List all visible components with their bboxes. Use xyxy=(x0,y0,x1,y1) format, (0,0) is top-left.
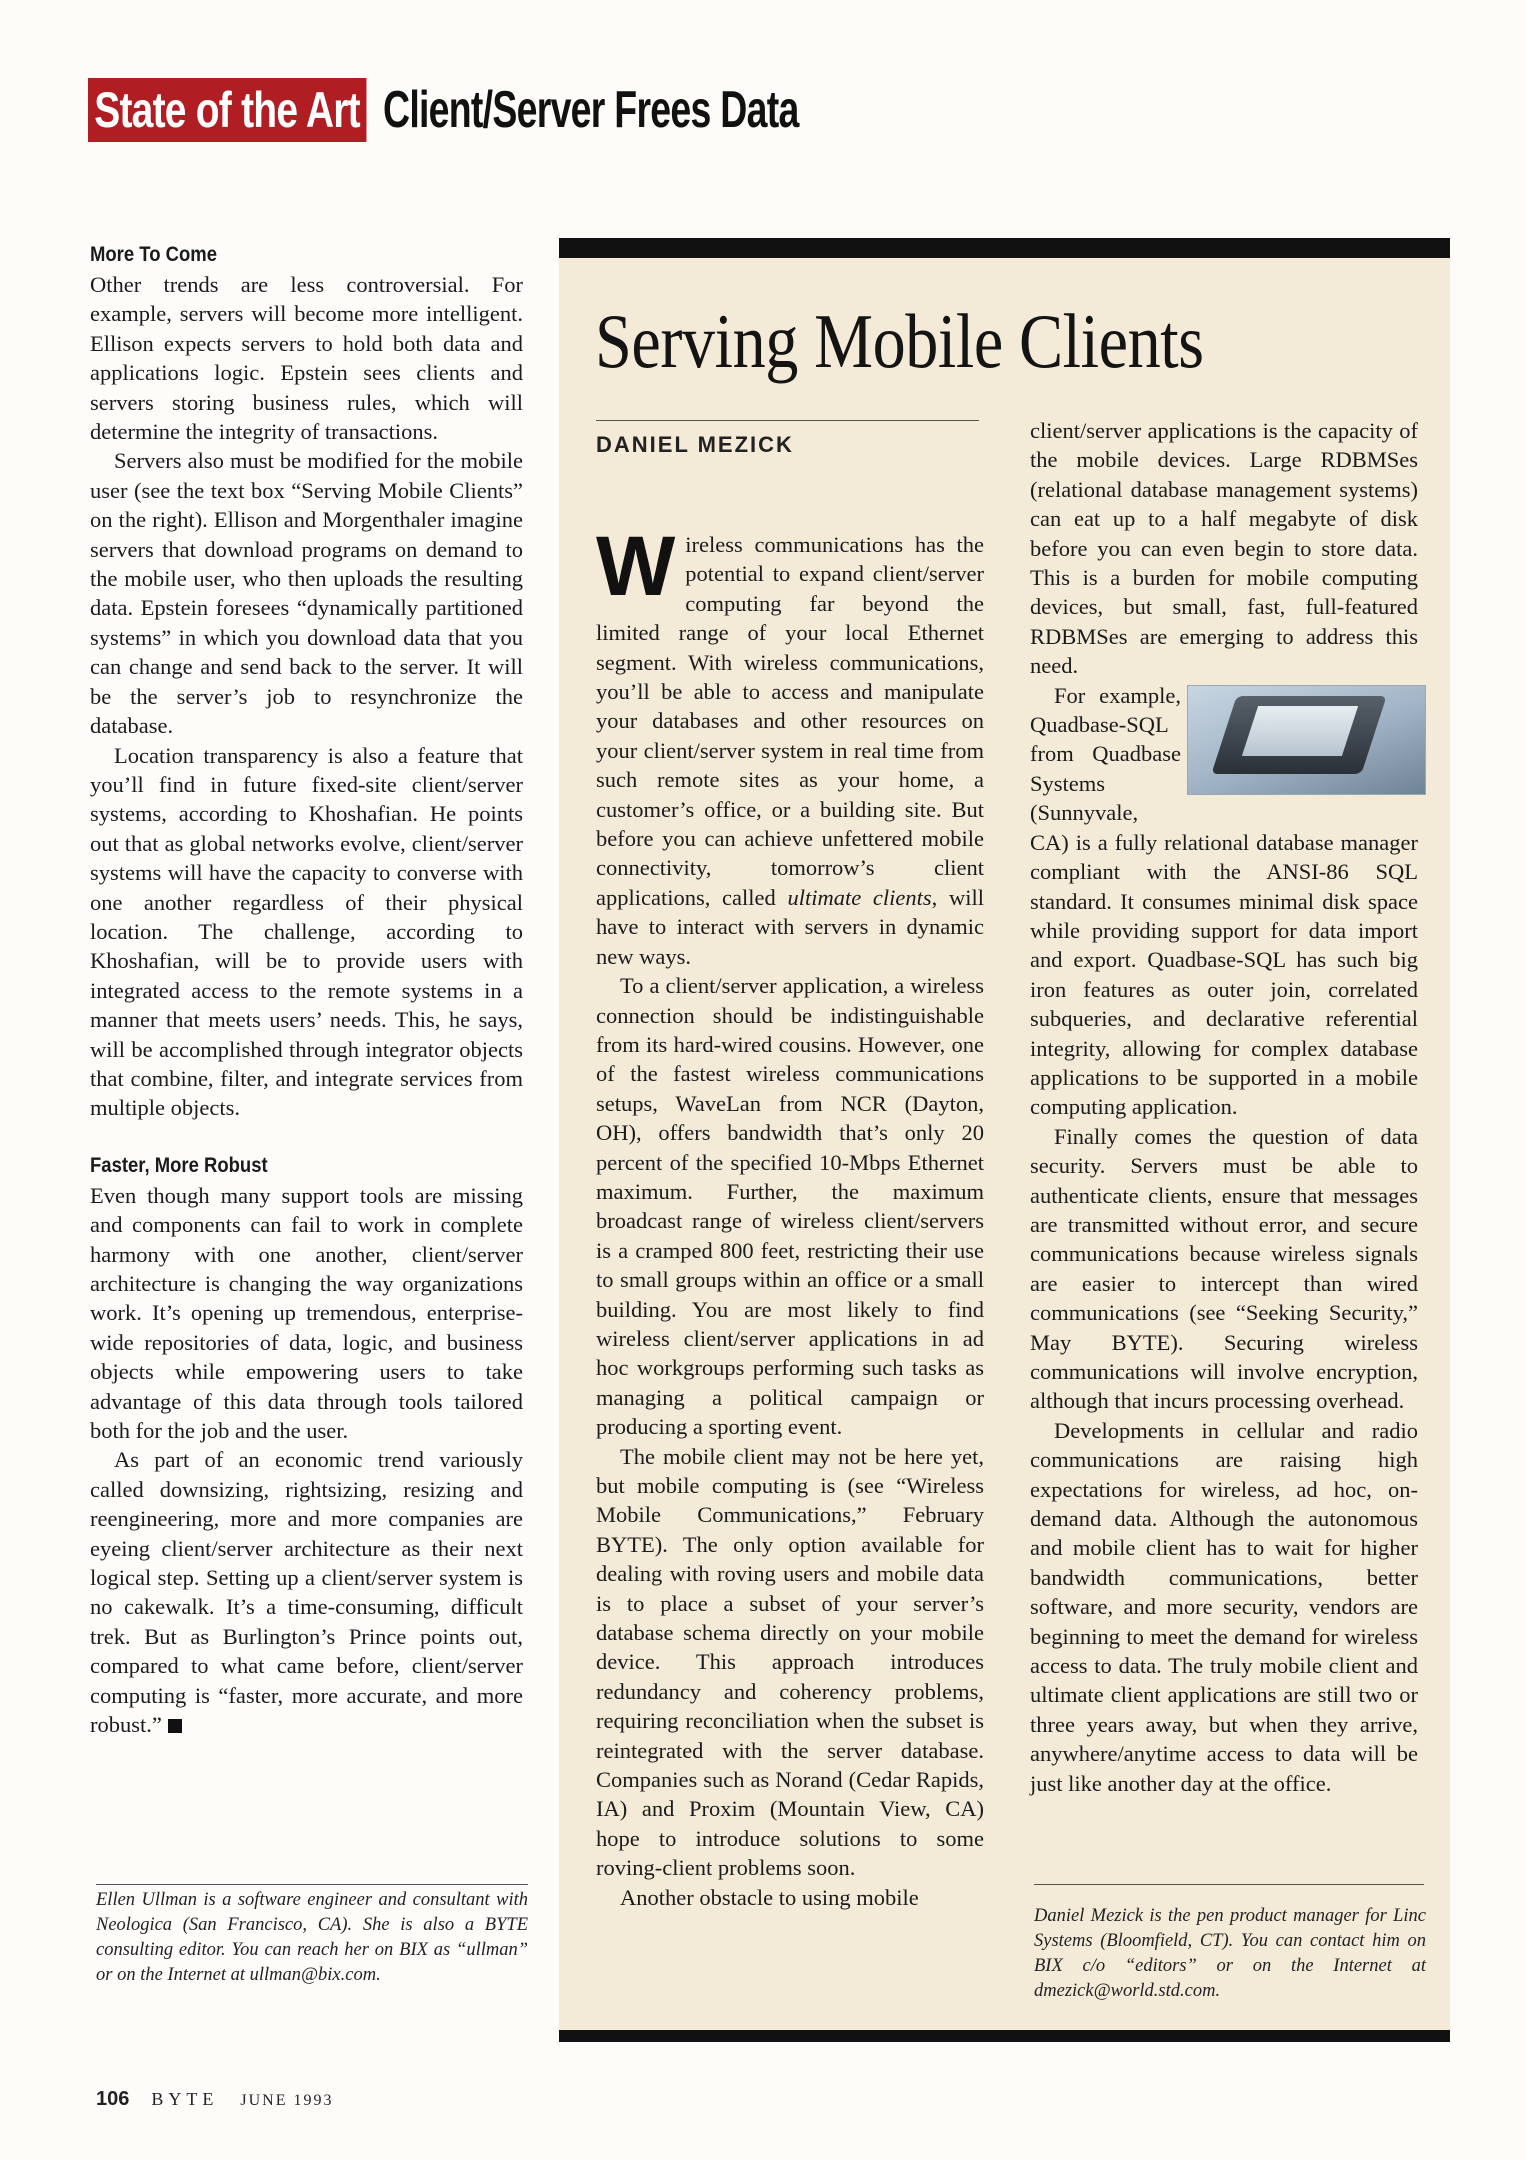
section-heading-faster-more-robust: Faster, More Robust xyxy=(90,1153,268,1177)
paragraph: The mobile client may not be here yet, but mobile computing is (see “Wireless Mobile Communications,” February BYTE). The only option available for dealing with roving users and mobile data is to place a subset of your server’s database schema directly on your mobile device. This approach introduces redundancy and coherency problems, requiring reconciliation when the subset is reintegrated with the server database. Companies such as Norand (Cedar Rapids, IA) and Proxim (Mountain View, CA) hope to introduce solutions to some roving-client problems soon. xyxy=(596,1443,984,1881)
paragraph xyxy=(596,519,984,971)
paragraph-text: As part of an economic trend variously called downsizing, rightsizing, resizing and reengineering, more and more companies are eyeing client/server architecture as their next logical step. Setting up a client/server system is no cakewalk. It’s a time-consuming, difficult trek. But as Burlington’s Prince points out, compared to what came before, client/server computing is “faster, more accurate, and more robust.” xyxy=(90,1447,523,1738)
italic-term: ultimate clients xyxy=(787,884,932,910)
bio-divider-left xyxy=(96,1884,528,1885)
sidebar-title: Serving Mobile Clients xyxy=(595,298,1204,384)
pen-computer-photo xyxy=(1187,685,1426,795)
paragraph-text: , will have to interact with servers in dynamic new ways. xyxy=(596,884,984,969)
page-footer xyxy=(96,2088,333,2111)
paragraph: Even though many support tools are missing and components can fail to work in complete harmony with one another, client/server architecture is changing the way organizations work. It’s opening up tremendous, enterprise-wide repositories of data, logic, and business objects while empowering users to take advantage of this data through tools tailored both for the job and the user. xyxy=(90,1182,523,1444)
device-screen xyxy=(1242,706,1358,756)
section-tag: State of the Art xyxy=(88,78,366,142)
paragraph: Other trends are less controversial. For example, servers will become more intelligent. Ellison expects servers to hold both data and applications logic. Epstein sees clients and servers storing business rules, which will determine the integrity of transactions. xyxy=(90,272,523,445)
sidebar-top-rule xyxy=(559,238,1450,258)
left-column xyxy=(90,240,523,1740)
author-bio-ullman: Ellen Ullman is a software engineer and consultant with Neologica (San Francisco, CA). She is also a BYTE consulting editor. You can reach her on BIX as “ullman” or on the Internet at ullman@bix.com. xyxy=(96,1890,528,1985)
paragraph xyxy=(90,1445,523,1739)
paragraph-text: ireless communications has the potential to expand client/server computing far beyond the limited range of your local Ethernet segment. With wireless communications, you’ll be able to access and manipulate your databases and other resources on your client/server system in real time from such remote sites as your home, a customer’s office, or a building site. But before you can achieve unfettered mobile connectivity, tomorrow’s client applications, called xyxy=(596,532,984,910)
end-mark-icon xyxy=(168,1719,182,1733)
paragraph: client/server applications is the capacity of the mobile devices. Large RDBMSes (relational database management systems) can eat up to a half megabyte of disk before you can even begin to store data. This is a burden for mobile computing devices, but small, fast, full-featured RDBMSes are emerging to address this need. xyxy=(1030,418,1418,679)
section-heading-more-to-come: More To Come xyxy=(90,243,217,266)
article-title: Client/Server Frees Data xyxy=(382,81,799,139)
paragraph: To a client/server application, a wireless connection should be indistinguishable from its hard-wired cousins. However, one of the fastest wireless communications setups, WaveLan from NCR (Dayton, OH), offers bandwidth that’s only 20 percent of the specified 10-Mbps Ethernet maximum. Further, the maximum broadcast range of wireless client/servers is a cramped 800 feet, restricting their use to small groups within an office or a small building. You are most likely to find wireless client/server applications in ad hoc workgroups performing such tasks as managing a political campaign or producing a sporting event. xyxy=(596,973,984,1440)
paragraph xyxy=(1030,681,1418,1122)
paragraph: Another obstacle to using mobile xyxy=(620,1884,919,1910)
byline: DANIEL MEZICK xyxy=(596,432,794,457)
byline-rule xyxy=(596,420,979,421)
paragraph: Finally comes the question of data security. Servers must be able to authenticate clients, ensure that messages are transmitted without error, and secure communications because wireless signals are easier to intercept than wired communications (see “Seeking Security,” May BYTE). Securing wireless communications will involve encryption, although that incurs processing overhead. xyxy=(1030,1123,1418,1414)
sidebar-column-right xyxy=(1030,416,1418,1798)
sidebar-bottom-rule xyxy=(559,2030,1450,2042)
magazine-name: BYTE xyxy=(151,2089,219,2109)
paragraph: Servers also must be modified for the mobile user (see the text box “Serving Mobile Clients” on the right). Ellison and Morgenthaler imagine servers that download programs on demand to the mobile user, who then uploads the resulting data. Epstein foresees “dynamically partitioned systems” in which you download data that you can change and send back to the server. It will be the server’s job to resynchronize the database. xyxy=(90,448,523,739)
issue-date: JUNE 1993 xyxy=(240,2092,334,2109)
paragraph: Developments in cellular and radio communications are raising high expectations for wireless, ad hoc, on-demand data. Although the autonomous and mobile client has to wait for higher bandwidth communications, better software, and more security, vendors are beginning to meet the demand for wireless access to data. The truly mobile client and ultimate client applications are still two or three years away, but when they arrive, anywhere/anytime access to data will be just like another day at the office. xyxy=(1030,1417,1418,1796)
bio-divider-right xyxy=(1034,1884,1424,1885)
sidebar-column-middle xyxy=(596,519,984,1912)
author-bio-mezick: Daniel Mezick is the pen product manager for Linc Systems (Bloomfield, CT). You can contact him on BIX c/o “editors” or on the Internet at dmezick@world.std.com. xyxy=(1034,1906,1426,2001)
drop-cap: W xyxy=(596,519,676,613)
page-header xyxy=(88,78,960,142)
paragraph-text: For example, Quadbase-SQL from Quadbase Systems (Sunnyvale, CA) is a fully relational database manager compliant with the ANSI-86 SQL standard. It consumes minimal disk space while providing support for data import and export. Quadbase-SQL has such big iron features as outer join, correlated subqueries, and declarative referential integrity, allowing for complex database applications to be supported in a mobile computing application. xyxy=(1030,682,1418,1120)
paragraph: Location transparency is also a feature that you’ll find in future fixed-site client/server systems, according to Khoshafian. He points out that as global networks evolve, client/server systems will have the capacity to converse with one another regardless of their physical location. The challenge, according to Khoshafian, will be to provide users with integrated access to the remote systems in a manner that meets users’ needs. This, he says, will be accomplished through integrator objects that combine, filter, and integrate services from multiple objects. xyxy=(90,742,523,1121)
page-number: 106 xyxy=(96,2088,130,2110)
